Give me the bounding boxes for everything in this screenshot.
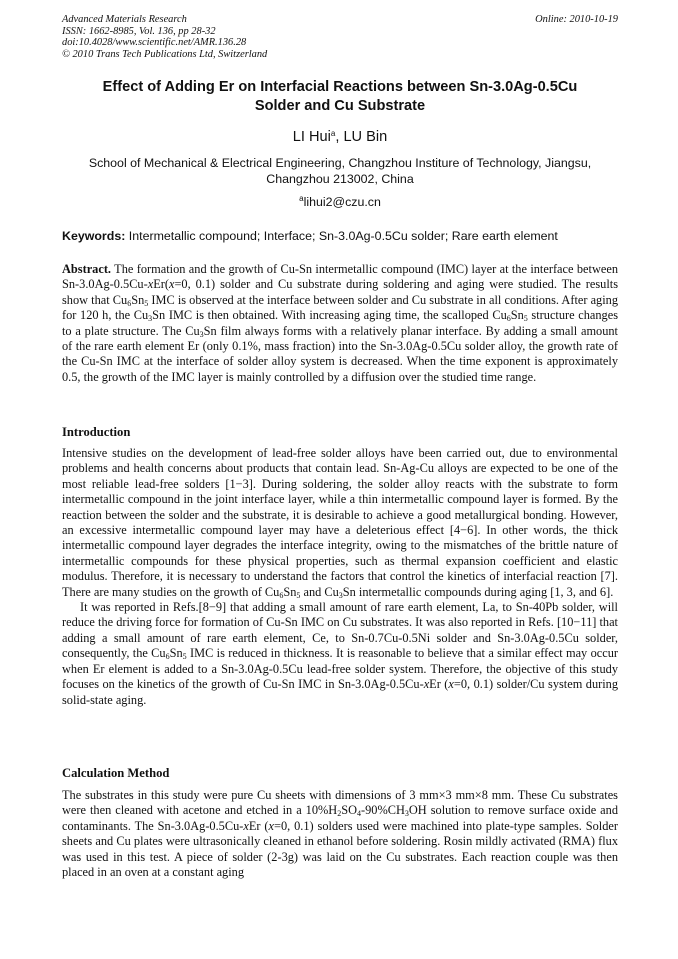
abstract-text: IMC is observed at the interface between solder and Cu substrate in all conditions. After aging for 120 h, the Cu bbox=[62, 292, 619, 323]
journal-name: Advanced Materials Research bbox=[62, 14, 187, 25]
variable: x bbox=[243, 818, 249, 833]
abstract-text: Sn bbox=[131, 292, 145, 307]
introduction-paragraph-2 bbox=[62, 600, 618, 708]
subscript: 5 bbox=[296, 590, 301, 600]
paragraph-text: =0, 0.1) solder/Cu system during solid-state aging. bbox=[62, 677, 618, 707]
affiliation-line-2: Changzhou 213002, China bbox=[266, 172, 414, 186]
introduction-heading: Introduction bbox=[62, 425, 131, 439]
paper-title bbox=[62, 78, 618, 116]
journal-header bbox=[62, 14, 618, 60]
paragraph-text: Er ( bbox=[429, 677, 449, 692]
paragraph-text: Sn bbox=[169, 646, 183, 661]
variable: x bbox=[268, 818, 274, 833]
affiliation-line-1: School of Mechanical & Electrical Engineering, Changzhou Institure of Technology, Jiangsu, bbox=[88, 156, 592, 170]
abstract-subscript: 3 bbox=[199, 329, 204, 339]
abstract-text: Er( bbox=[153, 277, 169, 292]
title-line-2: Solder and Cu Substrate bbox=[254, 98, 426, 114]
copyright: © 2010 Trans Tech Publications Ltd, Switzerland bbox=[62, 48, 268, 60]
author-email bbox=[62, 194, 618, 210]
issn: ISSN: 1662-8985, Vol. 136, pp 28-32 bbox=[62, 25, 216, 37]
abstract-text: structure changes to a plate structure. The Cu bbox=[62, 308, 618, 338]
subscript: 5 bbox=[182, 652, 187, 662]
variable: x bbox=[423, 677, 430, 692]
subscript: 6 bbox=[279, 590, 284, 600]
email-address: lihui2@czu.cn bbox=[303, 195, 381, 209]
abstract-var: x bbox=[168, 277, 175, 292]
abstract-text: Sn film always forms with a relatively planar interface. By adding a small amount of the rare earth element Er (only 0.1%, mass fraction) into the Sn-3.0Ag-0.5Cu solder alloy, the growth rate of the Cu-Sn IMC at the interface of solder alloy system is decreased. When the time exponent is approximately 0.5, the growth of the IMC layer is mainly controlled by a diffusion over the studied time range. bbox=[62, 323, 618, 384]
subscript: 4 bbox=[357, 809, 361, 819]
abstract-text: Sn IMC is then obtained. With increasing aging time, the scalloped Cu bbox=[152, 308, 507, 323]
calculation-method-body bbox=[62, 788, 618, 880]
paragraph-text: The substrates in this study were pure Cu sheets with dimensions of 3 mm×3 mm×8 mm. These Cu substrates were then cleaned with acetone and etched in a 10%H bbox=[62, 788, 618, 818]
subscript: 3 bbox=[338, 590, 343, 600]
abstract-subscript: 6 bbox=[506, 314, 511, 324]
affiliation bbox=[62, 155, 618, 187]
subscript: 6 bbox=[165, 652, 170, 662]
doi: doi:10.4028/www.scientific.net/AMR.136.28 bbox=[62, 37, 247, 49]
author-separator: , bbox=[335, 129, 344, 145]
calculation-method-heading: Calculation Method bbox=[62, 766, 170, 780]
keywords-text: Intermetallic compound; Interface; Sn-3.0Ag-0.5Cu solder; Rare earth element bbox=[125, 229, 558, 243]
paragraph-text: =0, 0.1) solders used were machined into plate-type samples. Solder sheets and Cu plates were ultrasonically cleaned in ethanol before soldering. Rosin mildly activated (RMA) flux was used in this test. A piece of solder (2-3g) was laid on the Cu substrates. Each reaction couple was then placed in an oven at a constant aging bbox=[62, 818, 618, 880]
author-1-affil-mark: a bbox=[330, 129, 336, 138]
paragraph-text: Sn intermetallic compounds during aging [1, 3, and 6]. bbox=[342, 584, 614, 599]
subscript: 3 bbox=[404, 809, 409, 819]
abstract-subscript: 5 bbox=[144, 298, 149, 308]
email-affil-mark: a bbox=[299, 194, 304, 203]
introduction-body bbox=[62, 446, 618, 708]
paragraph-text: It was reported in Refs.[8−9] that adding a small amount of rare earth element, La, to Sn-40Pb solder, will reduce the driving force for formation of Cu-Sn IMC on Cu substrates. It was also reported in Refs. [10−11] that adding a small amount of rare earth element, Ce, to Sn-0.7Cu-0.5Ni solder and Sn-3.0Ag-0.5Cu solder, consequently, the Cu bbox=[62, 600, 618, 661]
abstract bbox=[62, 262, 618, 385]
paragraph-text: OH solution to remove surface oxide and contaminants. The Sn-3.0Ag-0.5Cu- bbox=[62, 803, 618, 833]
author-2: LU Bin bbox=[343, 129, 388, 145]
paragraph-text: -90%CH bbox=[361, 803, 405, 818]
abstract-subscript: 6 bbox=[127, 298, 132, 308]
paragraph-text: and Cu bbox=[300, 584, 339, 599]
abstract-subscript: 3 bbox=[148, 314, 153, 324]
paragraph-text: IMC is reduced in thickness. It is reasonable to believe that a similar effect may occur when Er element is added to a Sn-3.0Ag-0.5Cu lead-free solder system. Therefore, the objective of this study focuses on the kinetics of the growth of Cu-Sn IMC in Sn-3.0Ag-0.5Cu- bbox=[62, 646, 618, 692]
abstract-label: Abstract. bbox=[62, 262, 112, 276]
paragraph-text: Sn bbox=[283, 584, 297, 599]
paragraph-text: Er ( bbox=[248, 818, 269, 833]
keywords-label: Keywords: bbox=[62, 229, 126, 243]
abstract-subscript: 5 bbox=[523, 314, 528, 324]
abstract-var: x bbox=[147, 277, 154, 292]
keywords bbox=[62, 228, 618, 244]
paragraph-text: Intensive studies on the development of lead-free solder alloys have been carried out, due to environmental problems and health concerns about products that contain lead. Sn-Ag-Cu alloys are expected to be one of the most reliable lead-free solders [1−3]. During soldering, the solder alloy reacts with the substrate to form intermetallic compound in the joint interface layer, while a thin intermetallic compound layer is formed. By the reaction between the solder and the substrate, it is desirable to achieve a good metallurgical bonding. However, an excessive intermetallic compound layer may have a deleterious effect [4−6]. In other words, the thick intermetallic compound layer degrades the interface integrity, owing to the mismatches of the brittle nature of intermetallic compounds for these physical properties, such as thermal expansion coefficient and elastic modulus. Therefore, it is necessary to understand the factors that control the kinetics of interfacial reaction [7]. There are many studies on the growth of Cu bbox=[62, 446, 618, 599]
online-date: Online: 2010-10-19 bbox=[535, 14, 618, 25]
abstract-text: Sn bbox=[510, 308, 524, 323]
author-1: LI Hui bbox=[292, 129, 331, 145]
abstract-text: The formation and the growth of Cu-Sn intermetallic compound (IMC) layer at the interface between Sn-3.0Ag-0.5Cu- bbox=[62, 262, 618, 292]
subscript: 2 bbox=[337, 809, 342, 819]
abstract-text: =0, 0.1) solder and Cu substrate during soldering and aging were studied. The results show that Cu bbox=[62, 277, 618, 307]
authors bbox=[62, 128, 618, 146]
title-line-1: Effect of Adding Er on Interfacial Reactions between Sn-3.0Ag-0.5Cu bbox=[102, 79, 578, 95]
introduction-paragraph-1 bbox=[62, 446, 618, 600]
calculation-paragraph bbox=[62, 788, 618, 880]
variable: x bbox=[448, 677, 454, 692]
paragraph-text: SO bbox=[341, 803, 357, 818]
